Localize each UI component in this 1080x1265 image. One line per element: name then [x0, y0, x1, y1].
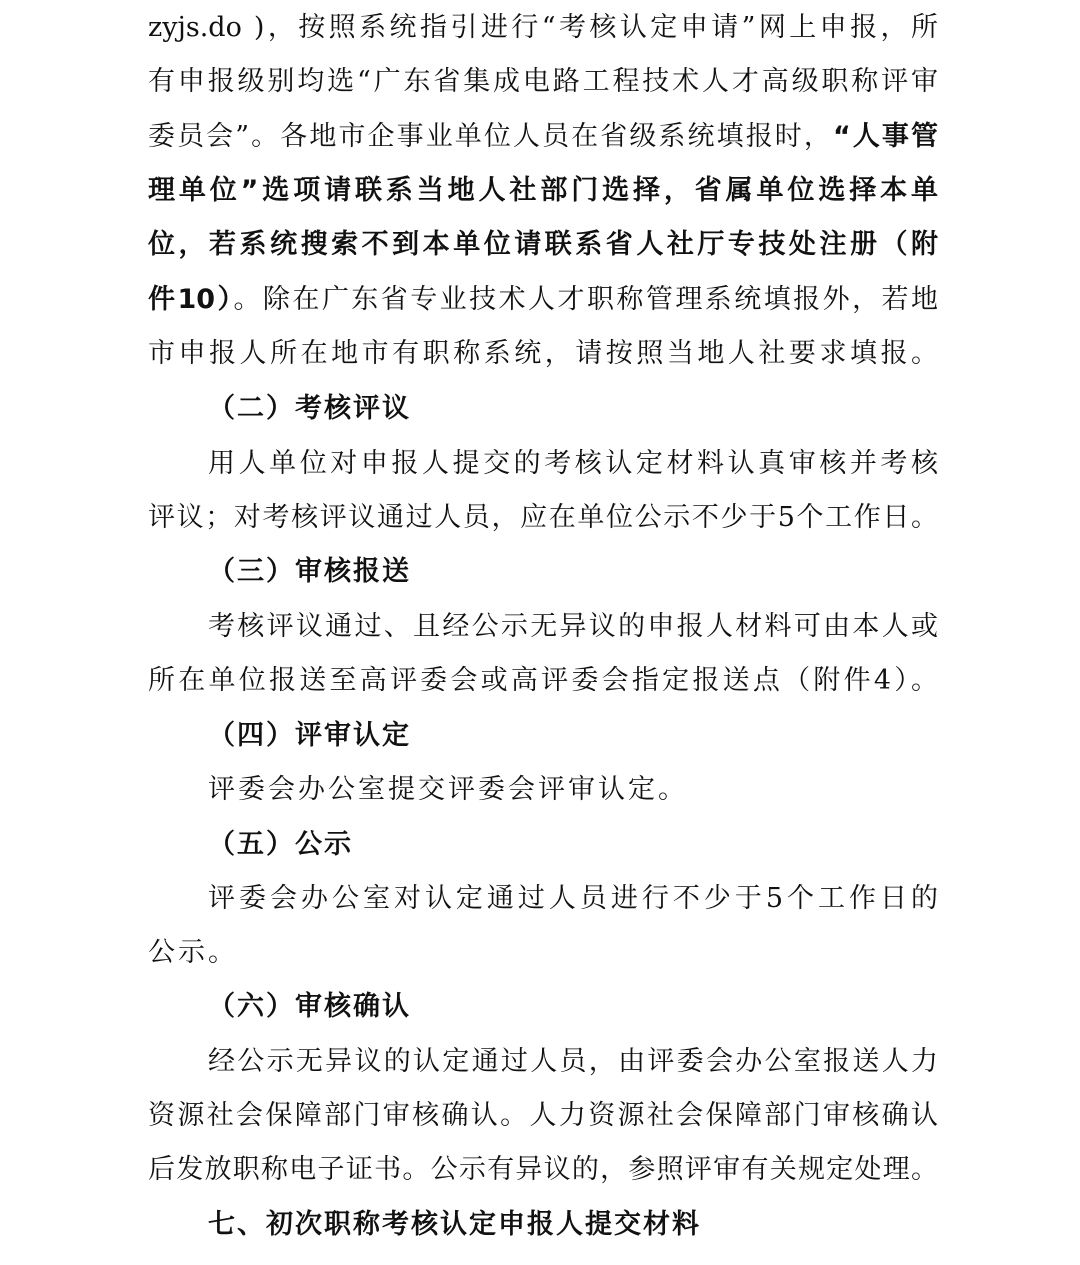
text: （二）考核评议: [208, 393, 411, 424]
text: 评委会办公室对认定通过人员进行不少于5个工作日的: [208, 883, 938, 914]
subsection-heading: [208, 987, 938, 1027]
text: （五）公示: [208, 829, 353, 860]
text: 有申报级别均选“广东省集成电路工程技术人才高级职称评审: [148, 66, 938, 97]
text: 评议；对考核评议通过人员，应在单位公示不少于5个工作日。: [148, 502, 938, 533]
text: 考核评议通过、且经公示无异议的申报人材料可由本人或: [208, 611, 938, 642]
text: 所在单位报送至高评委会或高评委会指定报送点（附件4）。: [148, 665, 938, 696]
text: 七、初次职称考核认定申报人提交材料: [208, 1209, 701, 1240]
paragraph-line: [208, 444, 938, 484]
bold-text: 位，若系统搜索不到本单位请联系省人社厅专技处注册（附: [148, 229, 938, 260]
paragraph-line: [148, 334, 938, 374]
text: zyjs.do )，按照系统指引进行“考核认定申请”网上申报，所: [148, 12, 938, 43]
bold-text: 件10）: [148, 284, 234, 315]
subsection-heading: [208, 552, 938, 592]
paragraph-line: [148, 62, 938, 102]
paragraph-line: [148, 1096, 938, 1136]
text: 公示。: [148, 937, 238, 968]
paragraph-line: [208, 607, 938, 647]
paragraph-line: [148, 280, 938, 320]
text: 经公示无异议的认定通过人员，由评委会办公室报送人力: [208, 1046, 938, 1077]
paragraph-line: [148, 1150, 938, 1190]
bold-text: 理单位”选项请联系当地人社部门选择，省属单位选择本单: [148, 175, 938, 206]
text: 资源社会保障部门审核确认。人力资源社会保障部门审核确认: [148, 1100, 938, 1131]
section-heading: [208, 1205, 938, 1245]
bold-text: “人事管: [832, 121, 938, 152]
text: 。除在广东省专业技术人才职称管理系统填报外，若地: [233, 284, 938, 315]
subsection-heading: [208, 716, 938, 756]
text: （四）评审认定: [208, 720, 411, 751]
paragraph-line: [208, 879, 938, 919]
subsection-heading: [208, 825, 938, 865]
paragraph-line: [148, 225, 938, 265]
paragraph-line: [148, 661, 938, 701]
paragraph-line: [208, 770, 938, 810]
subsection-heading: [208, 389, 938, 429]
paragraph-line: [148, 498, 938, 538]
paragraph-line: [148, 933, 938, 973]
text: 用人单位对申报人提交的考核认定材料认真审核并考核: [208, 448, 938, 479]
text: （六）审核确认: [208, 991, 411, 1022]
paragraph-line: [148, 117, 938, 157]
text: 后发放职称电子证书。公示有异议的，参照评审有关规定处理。: [148, 1154, 938, 1185]
text: （三）审核报送: [208, 556, 411, 587]
text: 市申报人所在地市有职称系统，请按照当地人社要求填报。: [148, 338, 938, 369]
text: 评委会办公室提交评委会评审认定。: [208, 774, 688, 805]
text: 委员会”。各地市企事业单位人员在省级系统填报时，: [148, 121, 833, 152]
paragraph-line: [208, 1042, 938, 1082]
paragraph-line: [148, 171, 938, 211]
paragraph-line: [148, 8, 938, 48]
